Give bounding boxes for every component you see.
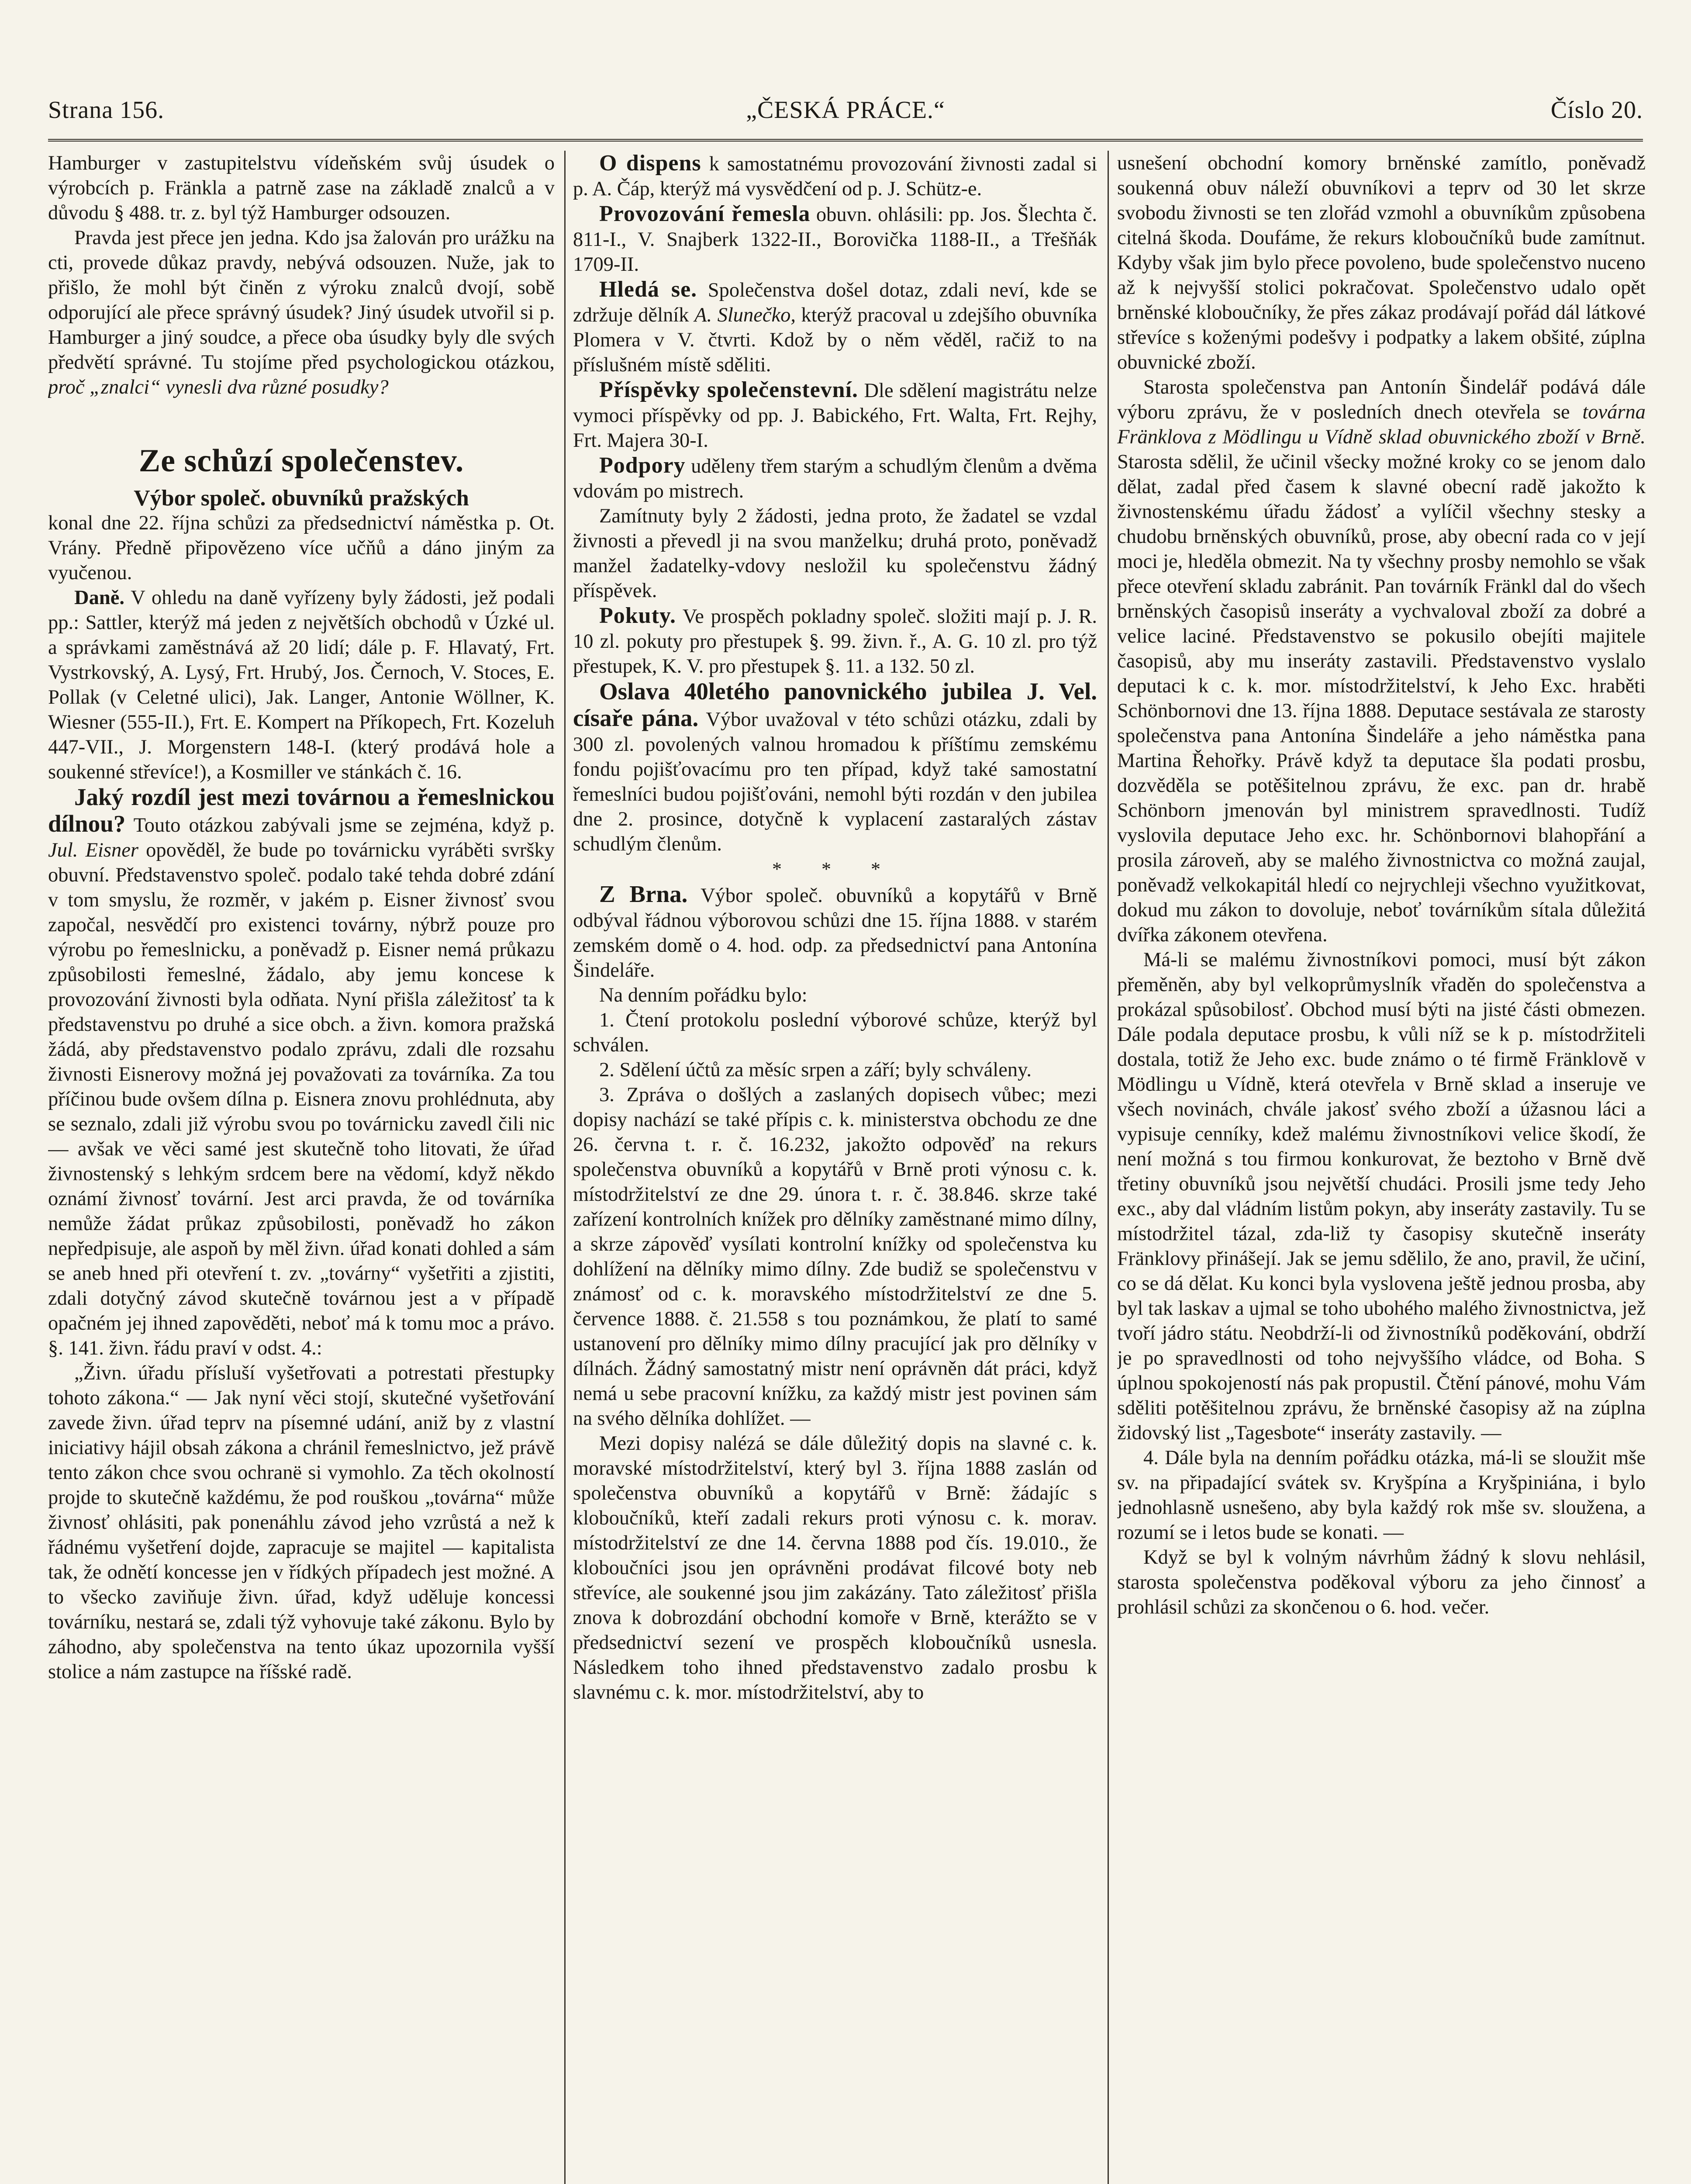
paragraph: Pokuty. Ve prospěch pokladny společ. složiti mají p. J. R. 10 zl. pokuty pro přestupek §. 99. živn. ř., A. G. 10 zl. pro týž přestupek, K. V. pro přestupek §. 11. a 132. 50 zl. [573, 603, 1097, 677]
paragraph: Mezi dopisy nalézá se dále důležitý dopis na slavné c. k. moravské místodržitelství, který byl 3. října 1888 zaslán od společenstva obuvníků a kopytářů v Brně: žádajíc s kloboučníků, kteří zadali rekurs proti výnosu c. k. morav. místodržitelství ze dne 14. června 1888 pod čís. 19.010., že kloboučníci jsou jen oprávněni prodávat filcové boty neb střevíce, ale soukenné jsou jim zakázány. Tato záležitosť přišla znova k dobrozdání obchodní komoře v Brně, kterážto se v předsednictví sezení ve prospěch kloboučníků usnesla. Následkem toho ihned představenstvo zadalo prosbu k slavnému c. k. mor. místodržitelství, aby to [573, 1432, 1097, 1704]
lead-in: Pokuty. [599, 603, 676, 628]
person-name: A. Slunečko, [694, 304, 796, 326]
masthead-title: „ČESKÁ PRÁCE.“ [746, 97, 945, 124]
subsection-heading: Výbor společ. obuvníků pražských [134, 486, 469, 511]
lead-in: Podpory [599, 453, 686, 478]
column-3 [1117, 151, 1646, 2184]
column-2 [573, 151, 1097, 2184]
paragraph: usnešení obchodní komory brněnské zamítlo, poněvadž soukenná obuv náleží obuvníkovi a teprv od 30 let skrze svobodu živnosti se ten zlořád vzmohl a obuvníkům způsobena citelná škoda. Doufáme, že rekurs kloboučníků bude zamítnut. Kdyby však jim bylo přece povoleno, bude společenstvo nuceno až k nejvyšší stolici pokračovat. Společenstvo udalo opět brněnské kloboučníky, že přes zákaz prodávají pořád dál látkové střevíce s koženými podešvy i podpatky a lakem obšité, zúplna obuvnické zboží. [1117, 152, 1646, 373]
lead-in: O dispens [599, 151, 701, 176]
person-name: Jul. Eisner [48, 839, 138, 861]
section-title: Ze schůzí společenstev. [138, 443, 464, 479]
paragraph: Z Brna. Výbor společ. obuvníků a kopytářů v Brně odbýval řádnou výborovou schůzi dne 15. října 1888. v starém zemském domě o 4. hod. odp. za předsednictví pana Antonína Šindeláře. [573, 881, 1097, 981]
header-rule [48, 139, 1643, 142]
italic-question: proč „znalci“ vynesli dva různé posudky? [48, 376, 389, 398]
column-1 [48, 151, 555, 2184]
paragraph: Oslava 40letého panovnického jubilea J. Vel. císaře pána. Výbor uvažoval v této schůzi otázku, zdali by 300 zl. povolených valnou hromadou k příštímu zemskému fondu pojišťovacímu pro ten případ, když také samostatní řemeslníci budou pojišťováni, nemohl býti rozdán v den jubilea dne 2. prosince, dotyčně k vyplacení zastaralých zástav schudlým členům. [573, 678, 1097, 855]
paragraph: Pravda jest přece jen jedna. Kdo jsa žalován pro urážku na cti, provede důkaz pravdy, nebývá odsouzen. Nuže, jak to přišlo, že mohl být činěn z výroku znalců dvojí, sobě odporující ale přece správný úsudek? Jiný úsudek utvořil si p. Hamburger a jiný soudce, a přece oba úsudky byly dle svých předvětí správné. Tu stojíme před psychologickou otázkou, proč „znalci“ vynesli dva různé posudky? [48, 227, 555, 398]
paragraph: Zamítnuty byly 2 žádosti, jedna proto, že žadatel se vzdal živnosti a převedl ji na svou manželku; druhá proto, poněvadž manžel žadatelky-vdovy nesložil ku společenstvu žádný příspěvek. [573, 505, 1097, 602]
italic-emphasis: továrna Fränklova z Mödlingu u Vídně sklad obuvnického zboží v Brně. [1117, 401, 1646, 448]
paragraph: 1. Čtení protokolu poslední výborové schůze, kterýž byl schválen. [573, 1009, 1097, 1056]
paragraph: „Živn. úřadu přísluší vyšetřovati a potrestati přestupky tohoto zákona.“ — Jak nyní věci stojí, skutečné vyšetřování zavede živn. úřad teprv na písemné udání, aniž by z vlastní iniciativy hájil obsah zákona a chránil řemeslnictvo, jež právě tento zákon chce svou ochranë si vymohlo. Za těch okolností projde to skutečně každému, že pod rouškou „továrna“ může živnosť ohlásiti, pak ponenáhlu závod jeho vzrůstá a než k řádnému vyšetření dojde, zapracuje se majitel — kapitalista tak, že odnětí koncesse jen v řídkých případech jest možné. A to všecko zaviňuje živn. úřad, když uděluje koncessi továrníku, nestará se, zdali týž vyhovuje také zákonu. Bylo by záhodno, aby společenstva na tento úkaz upozornila vyšší stolice a nám zastupce na říšské radě. [48, 1362, 555, 1683]
column-divider [564, 151, 566, 2184]
page-number: Strana 156. [48, 97, 165, 124]
lead-in: Oslava 40letého panovnického jubilea J. Vel. císaře pána. [573, 678, 1097, 731]
paragraph: Příspěvky společenstevní. Dle sdělení magistrátu nelze vymoci příspěvky od pp. J. Babického, Frt. Walta, Frt. Rejhy, Frt. Majera 30-I. [573, 377, 1097, 452]
paragraph: Provozování řemesla obuvn. ohlásili: pp. Jos. Šlechta č. 811-I., V. Snajberk 1322-II., Borovička 1188-II., a Třešňák 1709-II. [573, 201, 1097, 276]
issue-number: Číslo 20. [1550, 97, 1643, 124]
paragraph: Hamburger v zastupitelstvu vídeňském svůj úsudek o výrobcích p. Fränkla a patrně zase na základě znalců a v důvodu § 488. tr. z. byl týž Hamburger odsouzen. [48, 152, 555, 224]
lead-in: Provozování řemesla [599, 201, 811, 226]
paragraph: Má-li se malému živnostníkovi pomoci, musí být zákon přeměněn, aby byl velkoprůmyslník vřaděn do společenstva a prokázal spůsobilosť. Obchod musí býti na jisté části obmezen. Dále podala deputace prosbu, k vůli níž se k p. místodržiteli dostala, totiž že Jeho exc. bude známo o té firmě Fränklově v Mödlingu u Vídně, která otevřela v Brně sklad a inseruje ve všech novinách, chvále jakosť svého zboží a úžasnou láci a vypisuje cenníky, kdež malému živnostníkovi velice škodí, že není možná s tou firmou konkurovat, že beztoho v Brně dvě třetiny obuvníků jsou největší chudáci. Prosili jsme tedy Jeho exc., aby dal vládním listům pokyn, aby inseráty zastavily. Tu se místodržitel tázal, zda-liž ty časopisy skutečně inseráty Fränklovy přinášejí. Jak se jemu sdělilo, že ano, pravil, že učiní, co se dá dělat. Ku konci byla vyslovena ještě jednou prosba, aby byl tak laskav a ujmal se toho ubohého malého živnostnictva, jež tvoří jádro státu. Neobdrží-li od živnostníků poděkování, obdrží je po spravedlnosti od toho nejvyššího vládce, od Boha. S úplnou spokojeností nás pak propustil. Čtění pánové, mohu Vám sděliti potěšitelnou zprávu, že brněnské časopisy až na zúplna židovský list „Tagesbote“ inseráty zastavily. — [1117, 949, 1646, 1444]
column-divider [1108, 151, 1109, 2184]
paragraph: 3. Zpráva o došlých a zaslaných dopisech vůbec; mezi dopisy nachází se také přípis c. k. ministerstva obchodu ze dne 26. června t. r. č. 16.232, jakožto odpověď na rekurs společenstva obuvníků a kopytářů v Brně proti výnosu c. k. místodržitelství ze dne 29. února t. r. č. 38.846. skrze také zařízení kontrolních knížek pro dělníky zaměstnané mimo dílny, a skrze zápověď vysílati kontrolní knížky od společenstva ku dohlížení na dělníky mimo dílny. Zde budiž se společenstvu v známosť od c. k. moravského místodržitelství ze dne 5. července 1888. č. 21.558 s tou poznámkou, že platí to samé ustanovení pro dělníky mimo dílny pracující jak pro dělníky v dílnách. Žádný samostatný mistr není oprávněn dát práci, když nemá u sebe pracovní knížku, za každý mistr jest povinen sám na svého dělníka dohlížet. — [573, 1084, 1097, 1430]
lead-in: Hledá se. [599, 277, 697, 302]
paragraph: Jaký rozdíl jest mezi továrnou a řemeslnickou dílnou? Touto otázkou zabývali jsme se zejména, když p. Jul. Eisner opověděl, že bude po továrnicku vyráběti svršky obuvní. Představenstvo společ. podalo také tehda dobré zdání v tom smyslu, že rozměr, v jakém p. Eisner živnosť svou započal, nesvědčí pro existenci továrny, nýbrž pouze pro výrobu po řemeslnicku, a poněvadž p. Eisner nemá průkazu způsobilosti řemeslné, žádalo, aby jemu koncese k provozování živnosti byla odňata. Nyní přišla záležitosť ta k představenstvu po druhé a sice obch. a živn. komora pražská žádá, aby představenstvo podalo zprávu, zdali dle rozsahu živnosti Eisnerovy možná jej považovati za továrníka. Za tou příčinou bude ovšem dílna p. Eisnera znovu prohlédnuta, aby se seznalo, zdali již výrobu svou po továrnicku zavedl čili nic — avšak ve věci samé jest skutečně toho litovati, že úřad živnostenský s lehkým srdcem bere na vědomí, když někdo oznámí živnosť tovární. Jest arci pravda, že od továrníka nemůže žádat průkaz způsobilosti, poněvadž ho zákon nepředpisuje, ale aspoň by měl živn. úřad konati dohled a sám se aneb hned při otevření t. zv. „továrny“ vyšetřiti a zjistiti, zdali dotyčný závod skutečně továrnou jest a v případě opačném jej ihned zapověděti, neboť má k tomu moc a právo. §. 141. živn. řádu praví v odst. 4.: [48, 784, 555, 1359]
paragraph: Starosta společenstva pan Antonín Šindelář podává dále výboru zprávu, že v posledních dnech otevřela se továrna Fränklova z Mödlingu u Vídně sklad obuvnického zboží v Brně. Starosta sdělil, že učinil všecky možné kroky co se jenom dalo dělat, zadal před časem k slavné obecní radě jakožto k živnostenskému úřadu žádosť a vylíčil všechny stesky a chudobu brněnských obuvníků, prose, aby obecní rada co v její moci je, hleděla obmezit. Na ty všechny prosby nemohlo se však přece otevření skladu zabránit. Pan továrník Fränkl dal do všech brněnských časopisů inseráty a vychvaloval zboží za dobré a velice laciné. Představenstvo se pokusilo obejíti majitele časopisů, aby mu inseráty zastavili. Představenstvo vyslalo deputaci k c. k. mor. místodržitelství, k Jeho Exc. hraběti Schönbornovi dne 13. října 1888. Deputace sestávala ze starosty společenstva pana Antonína Šindeláře a jeho náměstka pana Martina Řehořky. Právě když ta deputace šla podati prosbu, dozvěděla se potěšitelnou zprávu, že exc. pan dr. hrabě Schönborn jmenován byl ministrem spravedlnosti. Tudíž vyslovila deputace Jeho exc. hr. Schönbornovi blahopřání a prosila zároveň, aby se malého živnostnictva co možná zaujal, poněvadž velkokapitál hledí co nejrychleji všechno využitkovat, dokud mu zákon to dovoluje, neboť továrníkům sítala důležitá dvířka zákonem otevřena. [1117, 376, 1646, 946]
lead-in: Daně. [74, 587, 124, 609]
separator-stars: * * * [772, 858, 898, 880]
paragraph: Hledá se. Společenstva došel dotaz, zdali neví, kde se zdržuje dělník A. Slunečko, kterýž pracoval u zdejšího obuvníka Plomera v V. čtvrti. Kdož by o něm věděl, račiž to na příslušném místě sděliti. [573, 277, 1097, 376]
paragraph: Daně. V ohledu na daně vyřízeny byly žádosti, jež podali pp.: Sattler, kterýž má jeden z největších obchodů v Úzké ul. a správkami zaměstnává až 20 lidí; dále p. F. Hlavatý, Frt. Vystrkovský, A. Lysý, Frt. Hrubý, Jos. Černoch, V. Stoces, E. Pollak (v Celetné ulici), Jak. Langer, Antonie Wöllner, K. Wiesner (555-II.), Frt. E. Kompert na Příkopech, Frt. Kozeluh 447-VII., J. Morgenstern 148-I. (který prodává hole a soukenné střevíce!), a Kosmiller ve stánkách č. 16. [48, 587, 555, 783]
lead-in: Příspěvky společenstevní. [599, 377, 859, 402]
lead-in: Jaký rozdíl jest mezi továrnou a řemeslnickou dílnou? [48, 784, 555, 837]
paragraph: Když se byl k volným návrhům žádný k slovu nehlásil, starosta společenstva poděkoval výboru za jeho činnosť a prohlásil schůzi za skončenou o 6. hod. večer. [1117, 1546, 1646, 1618]
paragraph: O dispens k samostatnému provozování živnosti zadal si p. A. Čáp, kterýž má vysvědčení od p. J. Schütz-e. [573, 151, 1097, 200]
paragraph: 2. Sdělení účtů za měsíc srpen a září; byly schváleny. [599, 1059, 1032, 1081]
paragraph: Podpory uděleny třem starým a schudlým členům a dvěma vdovám po mistrech. [573, 453, 1097, 502]
paragraph: 4. Dále byla na denním pořádku otázka, má-li se sloužit mše sv. na připadající svátek sv. Kryšpína a Kryšpiniána, i bylo jednohlasně usnešeno, aby byla každý rok mše sv. sloužena, a rozumí se i letos bude se konati. — [1117, 1447, 1646, 1544]
paragraph: Na denním pořádku bylo: [599, 984, 808, 1006]
page-header [48, 87, 1643, 140]
lead-in: Z Brna. [599, 881, 688, 907]
paragraph: konal dne 22. října schůzi za předsednictví náměstka p. Ot. Vrány. Předně připovězeno více učňů a dáno jiným za vyučenou. [48, 512, 555, 584]
